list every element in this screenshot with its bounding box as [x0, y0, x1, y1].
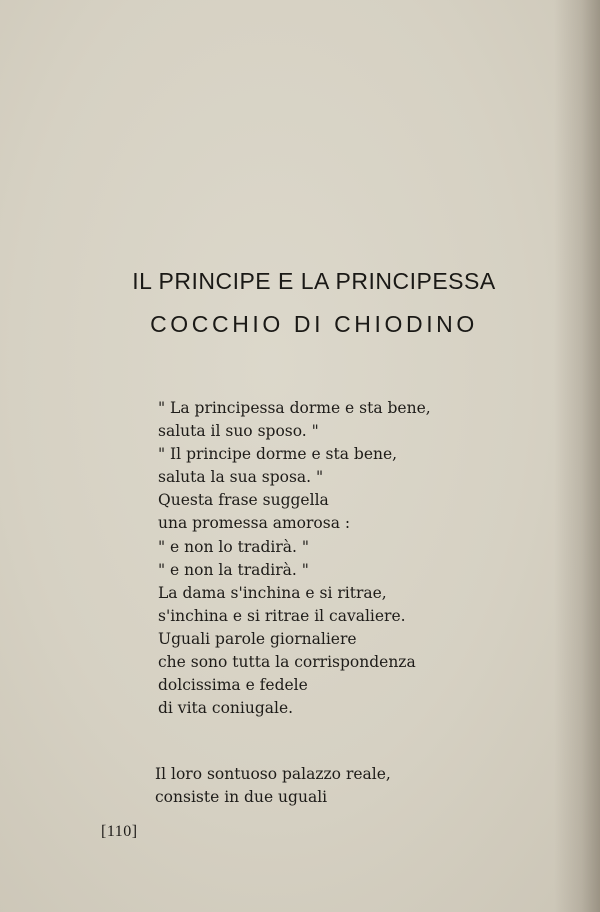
verse-line: " e non la tradirà. ": [158, 560, 309, 579]
verse-line: Il loro sontuoso palazzo reale,: [155, 765, 391, 783]
verse-line: consiste in due uguali: [155, 788, 328, 807]
verse-line: che sono tutta la corrispondenza: [158, 653, 416, 672]
verse-line: una promessa amorosa :: [158, 514, 351, 533]
page-number: [110]: [101, 823, 138, 840]
poem-author: COCCHIO DI CHIODINO: [150, 311, 478, 337]
verse-line: " La principessa dorme e sta bene,: [158, 399, 431, 417]
page-gutter-shadow: [554, 0, 600, 912]
poem-title: IL PRINCIPE E LA PRINCIPESSA: [132, 268, 496, 294]
verse-line: Questa frase suggella: [158, 491, 329, 510]
verse-line: La dama s'inchina e si ritrae,: [158, 583, 387, 602]
verse-line: Uguali parole giornaliere: [158, 629, 357, 648]
verse-line: saluta la sua sposa. ": [158, 468, 324, 487]
verse-line: dolcissima e fedele: [158, 676, 308, 695]
verse-line: " e non lo tradirà. ": [158, 537, 309, 556]
verse-line: saluta il suo sposo. ": [158, 422, 319, 441]
verse-line: s'inchina e si ritrae il cavaliere.: [158, 606, 406, 625]
verse-line: di vita coniugale.: [158, 699, 294, 718]
stanza-1: [158, 397, 431, 720]
verse-line: " Il principe dorme e sta bene,: [158, 445, 398, 464]
stanza-2: [155, 763, 391, 809]
